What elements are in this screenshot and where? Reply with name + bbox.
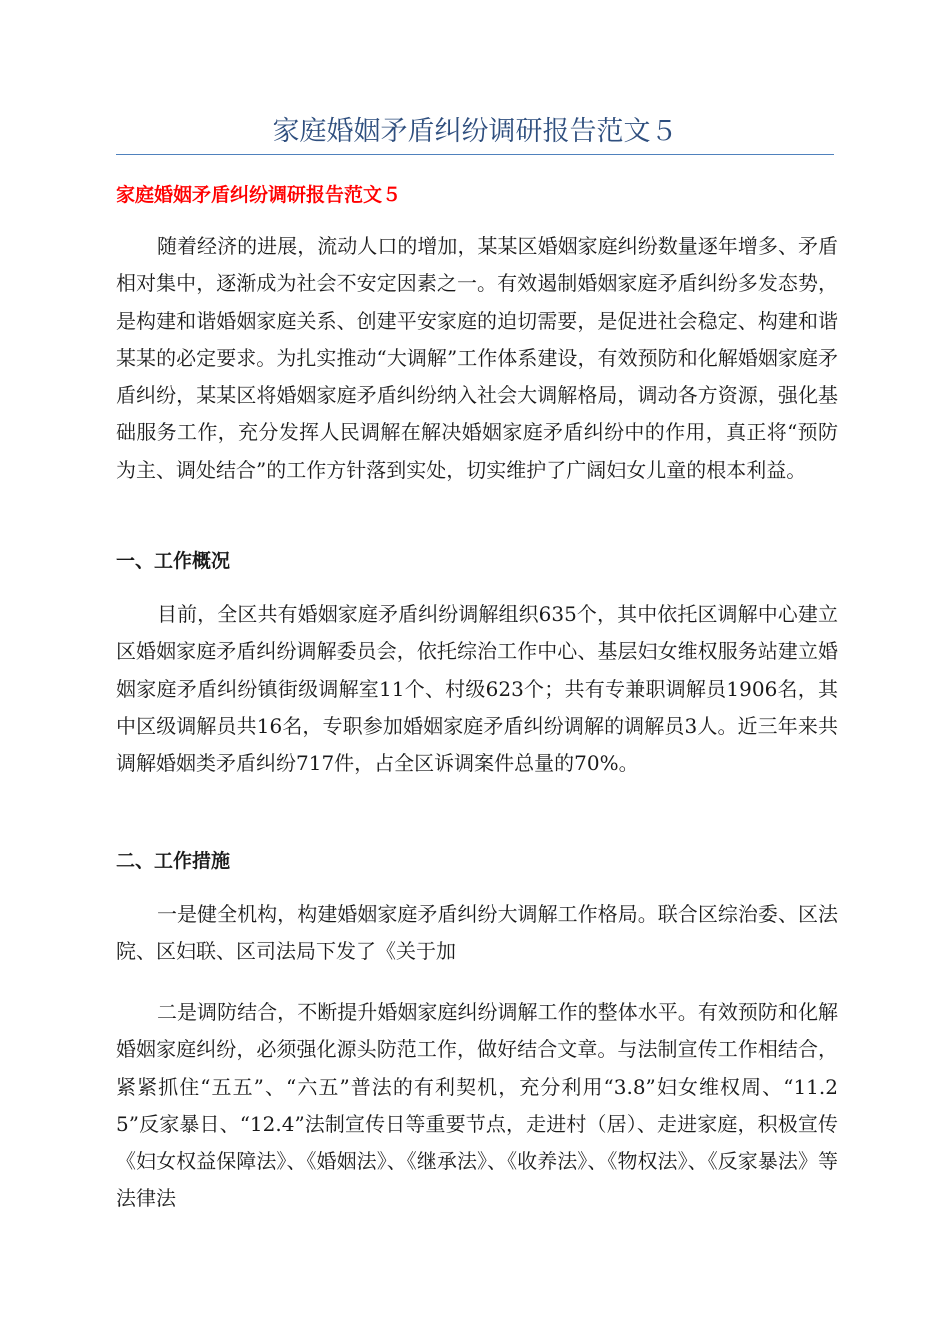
red-subtitle: 家庭婚姻矛盾纠纷调研报告范文５ (116, 184, 402, 206)
overview-paragraph: 目前，全区共有婚姻家庭矛盾纠纷调解组织635个，其中依托区调解中心建立区婚姻家庭矛盾纠纷调解委员会，依托综治工作中心、基层妇女维权服务站建立婚姻家庭矛盾纠纷镇街级调解室11个、村级623个；共有专兼职调解员1906名，其中区级调解员共16名，专职参加婚姻家庭矛盾纠纷调解的调解员3人。近三年来共调解婚姻类矛盾纠纷717件，占全区诉调案件总量的70%。 (116, 602, 838, 776)
title-divider (116, 154, 834, 155)
section-heading-measures: 二、工作措施 (116, 850, 231, 872)
measures-paragraph-1: 一是健全机构，构建婚姻家庭矛盾纠纷大调解工作格局。联合区综治委、区法院、区妇联、区司法局下发了《关于加 (116, 902, 838, 964)
measures-paragraph-2: 二是调防结合，不断提升婚姻家庭纠纷调解工作的整体水平。有效预防和化解婚姻家庭纠纷，必须强化源头防范工作，做好结合文章。与法制宣传工作相结合，紧紧抓住“五五”、“六五”普法的有利契机，充分利用“3.8”妇女维权周、“11.25”反家暴日、“12.4”法制宣传日等重要节点，走进村（居）、走进家庭，积极宣传《妇女权益保障法》、《婚姻法》、《继承法》、《收养法》、《物权法》、《反家暴法》等法律法 (116, 1000, 838, 1211)
intro-paragraph: 随着经济的进展，流动人口的增加，某某区婚姻家庭纠纷数量逐年增多、矛盾相对集中，逐渐成为社会不安定因素之一。有效遏制婚姻家庭矛盾纠纷多发态势，是构建和谐婚姻家庭关系、创建平安家庭的迫切需要，是促进社会稳定、构建和谐某某的必定要求。为扎实推动“大调解”工作体系建设，有效预防和化解婚姻家庭矛盾纠纷，某某区将婚姻家庭矛盾纠纷纳入社会大调解格局，调动各方资源，强化基础服务工作，充分发挥人民调解在解决婚姻家庭矛盾纠纷中的作用，真正将“预防为主、调处结合”的工作方针落到实处，切实维护了广阔妇女儿童的根本利益。 (116, 234, 838, 482)
page-title: 家庭婚姻矛盾纠纷调研报告范文５ (272, 116, 678, 147)
section-heading-overview: 一、工作概况 (116, 550, 231, 572)
